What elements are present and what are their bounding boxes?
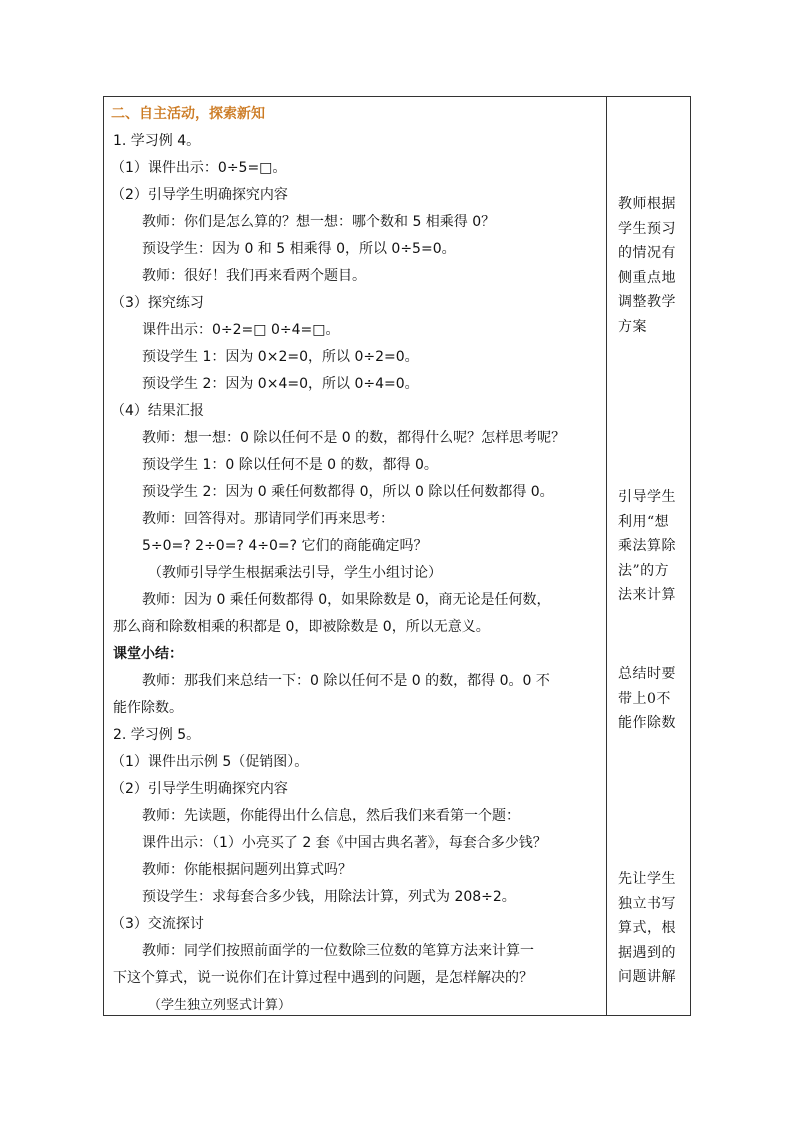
- text-line: （2）引导学生明确探究内容: [111, 781, 288, 797]
- text-line: （2）引导学生明确探究内容: [111, 187, 288, 203]
- text-line: 教师：回答得对。那请同学们再来思考：: [142, 511, 394, 527]
- text-line: （1）课件出示例 5（促销图）。: [111, 754, 309, 770]
- section-title: 二、自主活动，探索新知: [111, 106, 265, 122]
- text-line: 那么商和除数相乘的积都是 0，即被除数是 0，所以无意义。: [113, 619, 490, 635]
- text-line: 预设学生：求每套合多少钱，用除法计算，列式为 208÷2。: [142, 889, 516, 905]
- text-line: 预设学生：因为 0 和 5 相乘得 0，所以 0÷5=0。: [142, 241, 456, 257]
- text-line: 预设学生 1：0 除以任何不是 0 的数，都得 0。: [142, 457, 438, 473]
- main-column: [104, 97, 606, 1015]
- text-line: 课件出示：（1）小亮买了 2 套《中国古典名著》，每套合多少钱？: [142, 835, 547, 851]
- text-line: 教师：那我们来总结一下：0 除以任何不是 0 的数，都得 0。0 不: [142, 673, 550, 689]
- text-line: 教师：你们是怎么算的？想一想：哪个数和 5 相乘得 0？: [142, 214, 496, 230]
- side-note: 教师根据 学生预习 的情况有 侧重点地 调整教学 方案: [618, 196, 676, 335]
- text-line: 课件出示：0÷2=□ 0÷4=□。: [142, 322, 340, 338]
- text-line: 教师：很好！我们再来看两个题目。: [142, 268, 366, 284]
- summary-heading: 课堂小结：: [113, 646, 183, 662]
- side-note: 总结时要 带上0不 能作除数: [618, 666, 676, 731]
- text-line: 下这个算式，说一说你们在计算过程中遇到的问题，是怎样解决的？: [113, 970, 533, 986]
- text-line: 预设学生 1：因为 0×2=0，所以 0÷2=0。: [142, 349, 419, 365]
- notes-column: [607, 97, 691, 1015]
- text-line: （4）结果汇报: [111, 403, 204, 419]
- side-note: 引导学生 利用“想 乘法算除 法”的方 法来计算: [618, 489, 676, 603]
- text-line: 教师：你能根据问题列出算式吗？: [142, 862, 352, 878]
- text-line: 教师：同学们按照前面学的一位数除三位数的笔算方法来计算一: [142, 943, 534, 959]
- text-line: 1. 学习例 4。: [113, 133, 201, 149]
- text-line: （3）探究练习: [111, 295, 204, 311]
- text-line: （教师引导学生根据乘法引导，学生小组讨论）: [148, 565, 442, 581]
- text-line: 教师：先读题，你能得出什么信息，然后我们来看第一个题：: [142, 808, 520, 824]
- text-line: （1）课件出示：0÷5=□。: [111, 160, 287, 176]
- text-line: （3）交流探讨: [111, 916, 204, 932]
- text-line: 预设学生 2：因为 0×4=0，所以 0÷4=0。: [142, 376, 419, 392]
- text-line: 2. 学习例 5。: [113, 727, 201, 743]
- text-line: 教师：想一想：0 除以任何不是 0 的数，都得什么呢？怎样思考呢？: [142, 430, 566, 446]
- text-line: 5÷0=? 2÷0=? 4÷0=? 它们的商能确定吗？: [142, 538, 428, 554]
- lesson-table: [103, 96, 691, 1016]
- text-line: 能作除数。: [113, 700, 183, 716]
- text-line: （学生独立列竖式计算）: [148, 998, 292, 1013]
- text-line: 预设学生 2：因为 0 乘任何数都得 0，所以 0 除以任何数都得 0。: [142, 484, 554, 500]
- side-note: 先让学生 独立书写 算式，根 据遇到的 问题讲解: [618, 871, 676, 985]
- text-line: 教师：因为 0 乘任何数都得 0，如果除数是 0，商无论是任何数，: [142, 592, 551, 608]
